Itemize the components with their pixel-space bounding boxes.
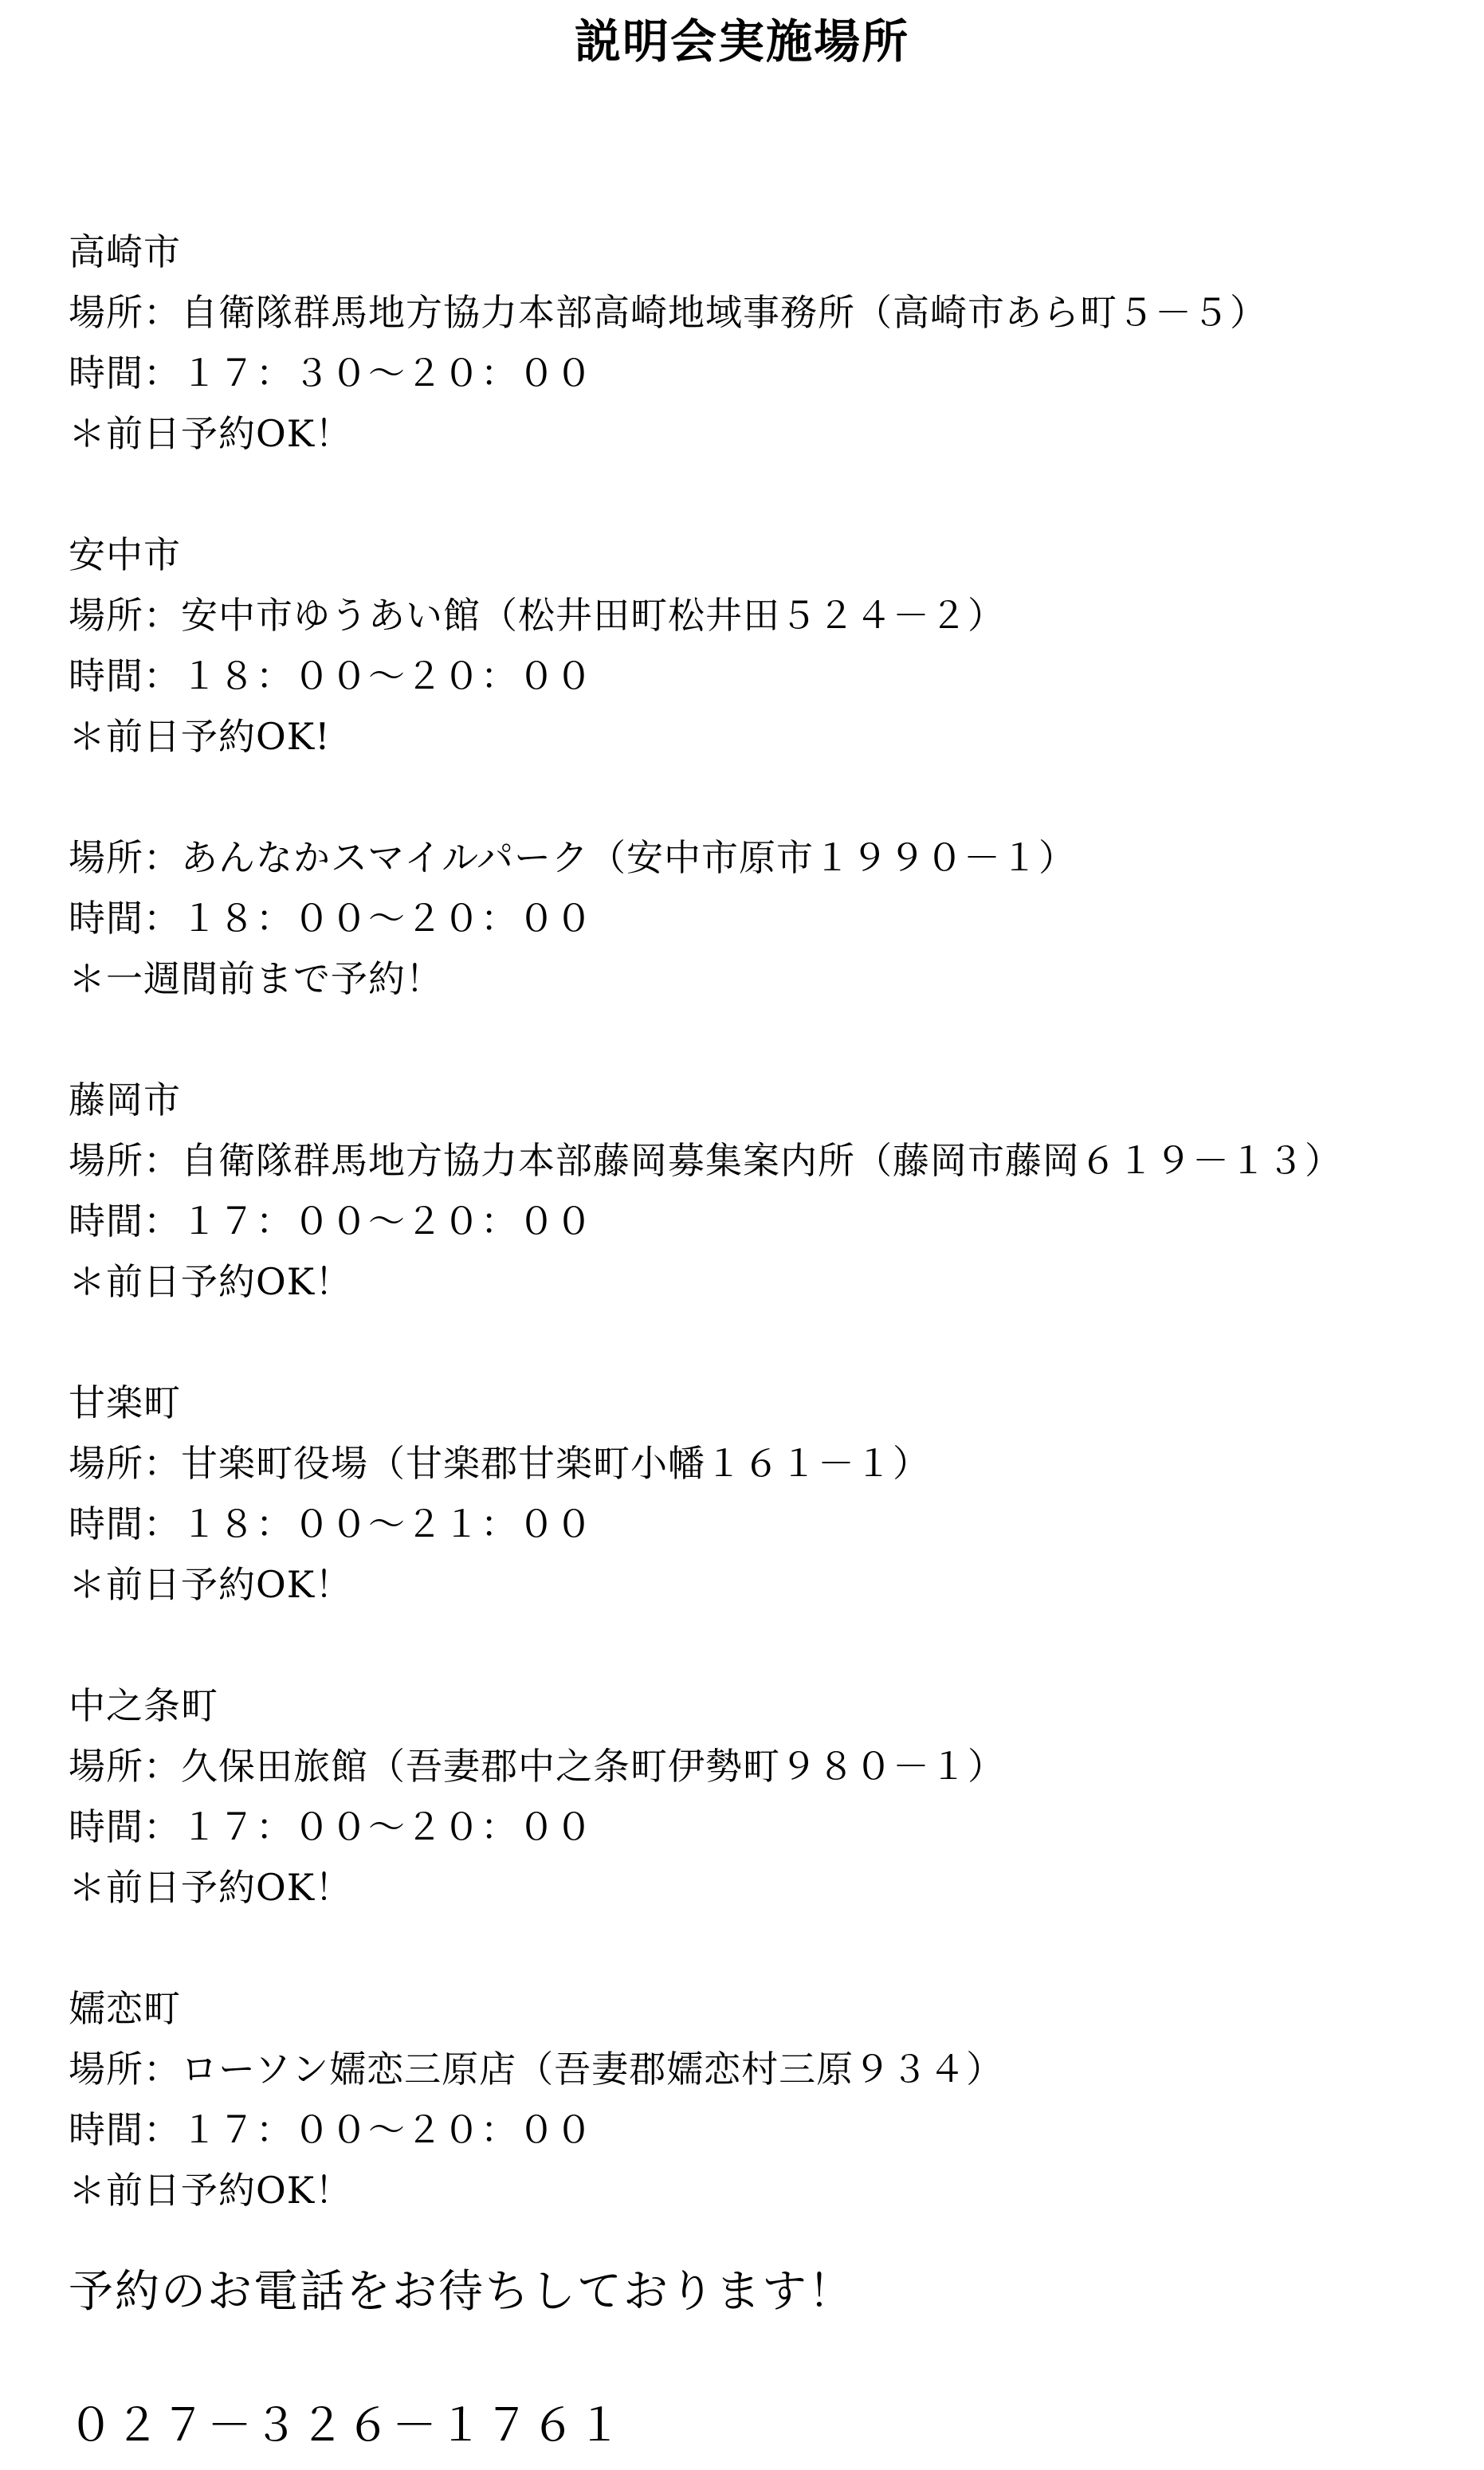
area-name: 安中市 xyxy=(69,533,181,576)
spacer xyxy=(69,464,1455,524)
venue-section-kanra xyxy=(69,1372,1455,1615)
reservation-note: ＊前日予約OK！ xyxy=(69,1563,353,1606)
venue-section-tsumagoi xyxy=(69,1978,1455,2221)
reservation-note: ＊前日予約OK！ xyxy=(69,2169,353,2212)
venue-place: 場所：あんなかスマイルパーク（安中市原市１９９０－１） xyxy=(69,836,1076,879)
venue-section-fujioka xyxy=(69,1070,1455,1312)
venue-place: 場所：甘楽町役場（甘楽郡甘楽町小幡１６１－１） xyxy=(69,1442,930,1485)
venue-section-takasaki xyxy=(69,222,1455,464)
venue-time: 時間：１８：００～２０：００ xyxy=(69,897,593,940)
area-name: 嬬恋町 xyxy=(69,1987,181,2030)
venue-place: 場所：安中市ゆうあい館（松井田町松井田５２４－２） xyxy=(69,594,1005,637)
area-name: 藤岡市 xyxy=(69,1078,181,1121)
reservation-note: ＊前日予約OK！ xyxy=(69,1866,353,1909)
spacer xyxy=(69,1009,1455,1070)
phone-number: ０２７－３２６－１７６１ xyxy=(69,2400,623,2452)
venue-section-annaka xyxy=(69,524,1455,767)
reservation-note: ＊前日予約OK！ xyxy=(69,1260,353,1303)
spacer xyxy=(69,767,1455,827)
venue-time: 時間：１８：００～２０：００ xyxy=(69,654,593,697)
area-name: 高崎市 xyxy=(69,230,181,273)
venue-place: 場所：自衛隊群馬地方協力本部高崎地域事務所（高崎市あら町５－５） xyxy=(69,291,1267,334)
reservation-note: ＊一週間前まで予約！ xyxy=(69,957,443,1000)
area-name: 甘楽町 xyxy=(69,1381,181,1424)
reservation-note: ＊前日予約OK！ xyxy=(69,412,353,455)
venue-time: 時間：１７：００～２０：００ xyxy=(69,1200,593,1243)
spacer xyxy=(69,1615,1455,1675)
spacer xyxy=(69,1918,1455,1978)
venue-section-nakanojo xyxy=(69,1675,1455,1918)
venue-place: 場所：自衛隊群馬地方協力本部藤岡募集案内所（藤岡市藤岡６１９－１３） xyxy=(69,1139,1342,1182)
venue-time: 時間：１８：００～２１：００ xyxy=(69,1502,593,1545)
venue-time: 時間：１７：３０～２０：００ xyxy=(69,351,593,395)
venue-place: 場所：久保田旅館（吾妻郡中之条町伊勢町９８０－１） xyxy=(69,1745,1005,1788)
venue-time: 時間：１７：００～２０：００ xyxy=(69,1805,593,1848)
venue-time: 時間：１７：００～２０：００ xyxy=(69,2108,593,2151)
closing-message: 予約のお電話をお待ちしております！ xyxy=(69,2266,854,2318)
venue-section-annaka-smile-park xyxy=(69,827,1455,1009)
venue-list xyxy=(69,222,1455,2221)
area-name: 中之条町 xyxy=(69,1684,218,1727)
venue-place: 場所：ローソン嬬恋三原店（吾妻郡嬬恋村三原９３４） xyxy=(69,2048,1004,2091)
spacer xyxy=(69,1312,1455,1372)
page-title: 説明会実施場所 xyxy=(574,14,909,69)
reservation-note: ＊前日予約OK! xyxy=(69,715,331,758)
